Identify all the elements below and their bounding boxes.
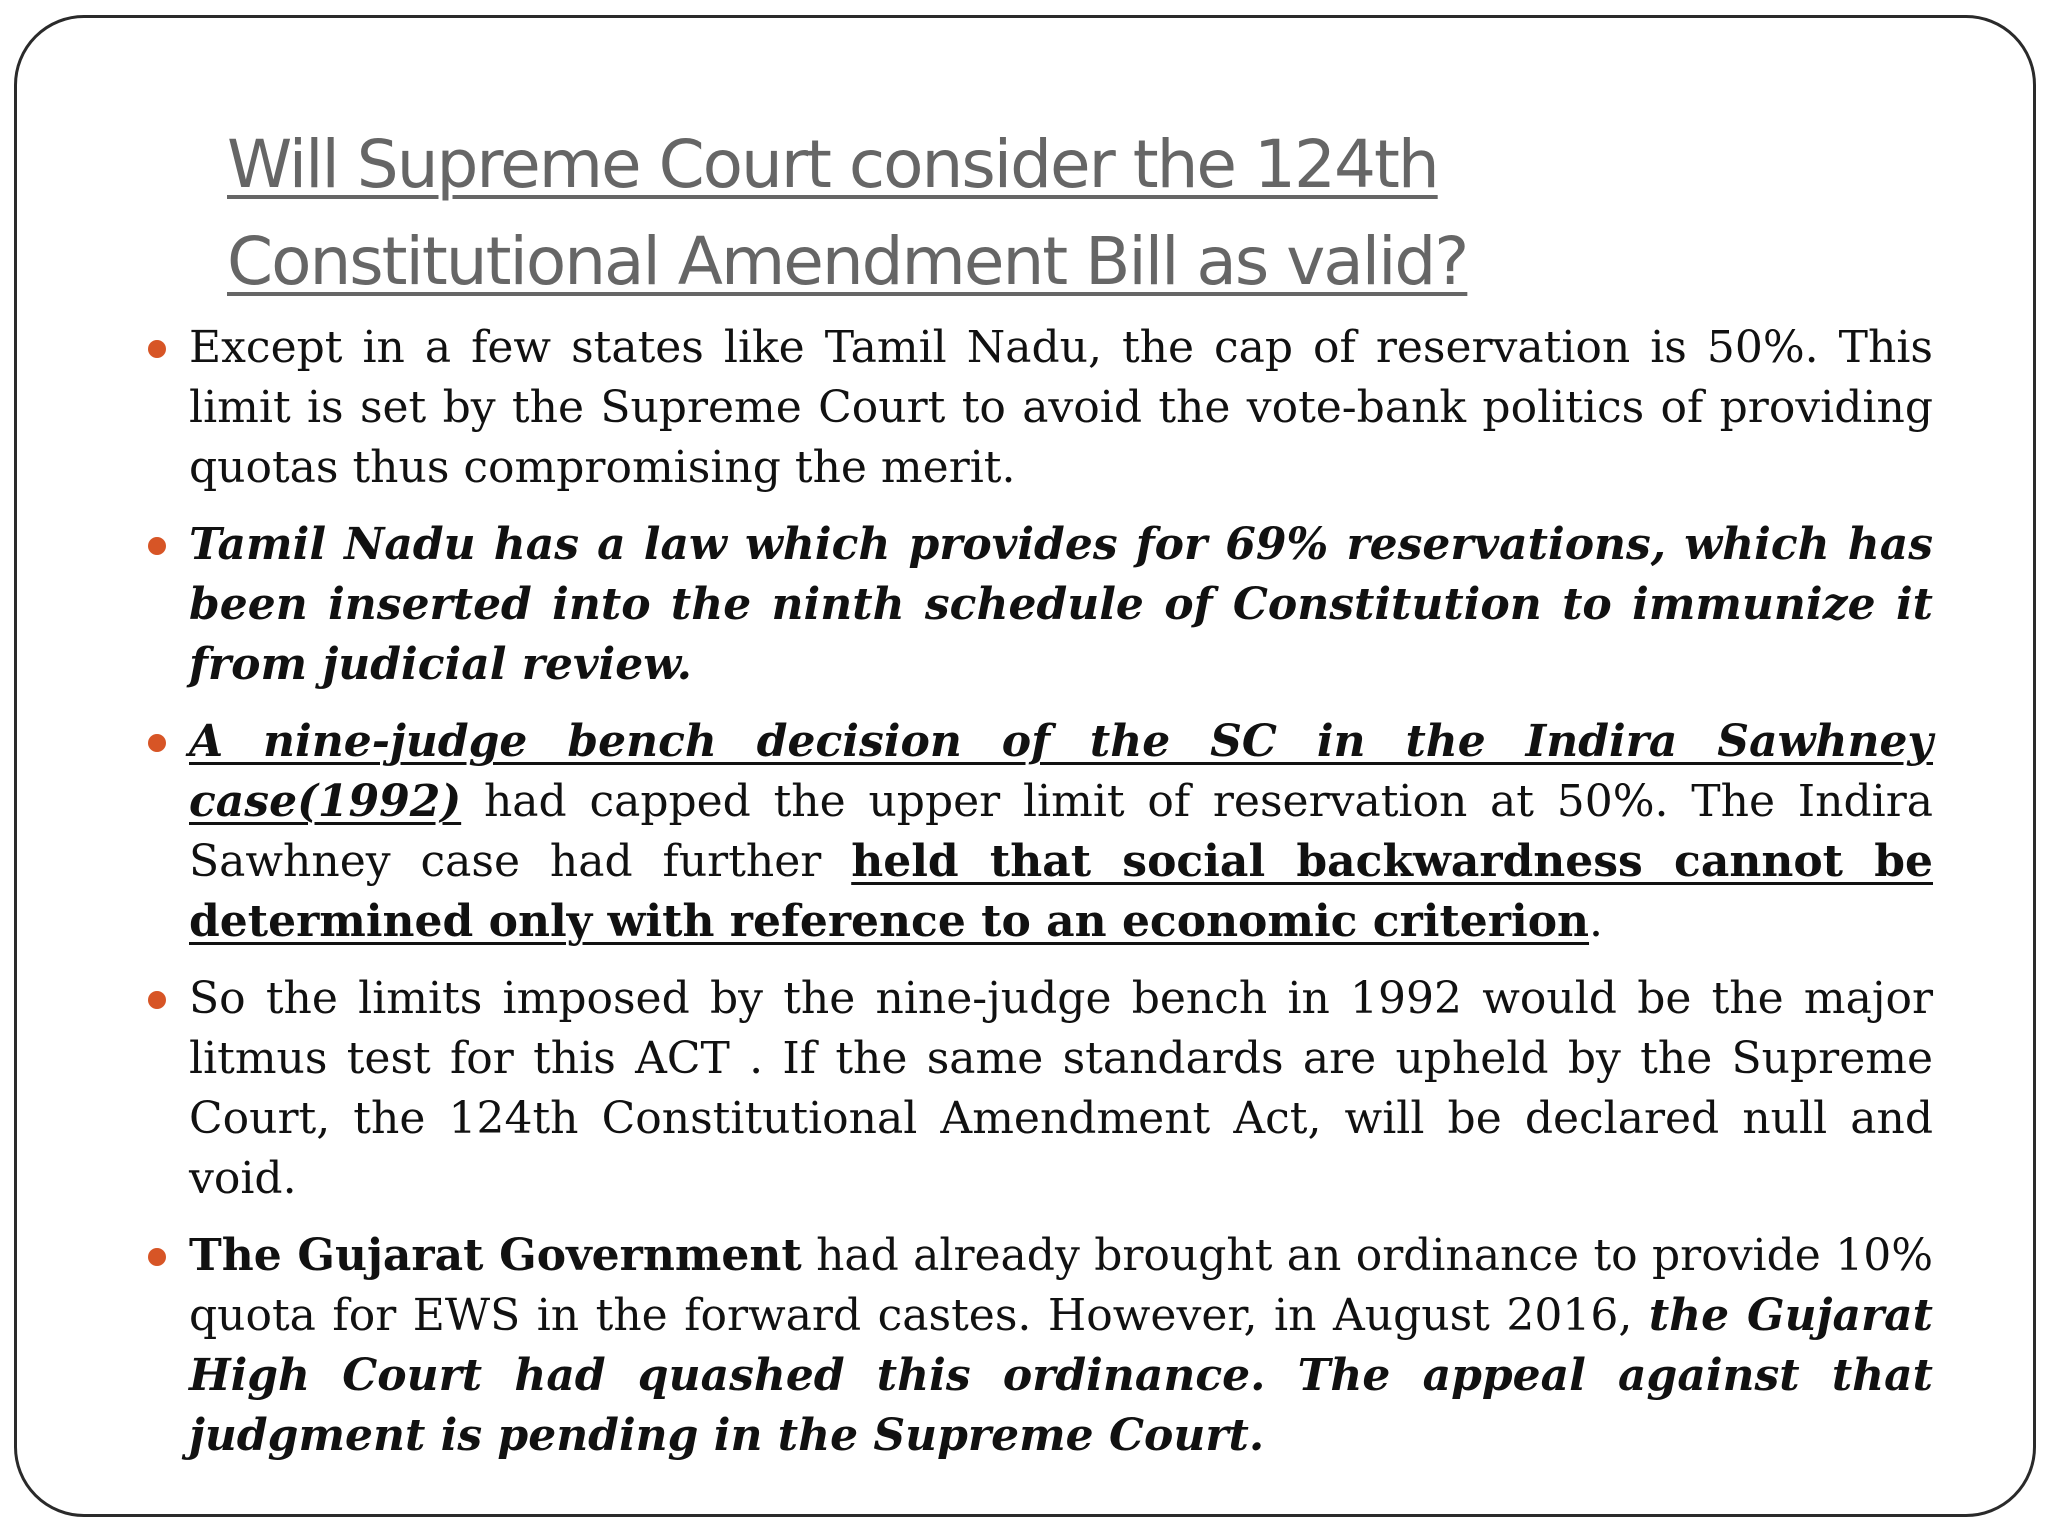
slide-frame [14, 15, 2036, 1517]
bullet-dot-icon [148, 340, 166, 358]
slide-title: Will Supreme Court consider the 124th Constitutional Amendment Bill as valid? [227, 126, 1468, 300]
bullet-dot-icon [148, 734, 166, 752]
bullet-text: Tamil Nadu has a law which provides for 69% reservations, which has been inserted into the ninth schedule of Constitution to immunize it from judicial review. [189, 519, 1933, 690]
bullet-text: had capped the upper limit of reservation at 50%. The Indira Sawhney case had further [189, 776, 1933, 887]
bullet-text: So the limits imposed by the nine-judge bench in 1992 would be the major litmus test for this ACT . If the same standards are upheld by the Supreme Court, the 124th Constitutional Amendment Act, will be declared null and void. [189, 973, 1933, 1204]
bullet-list [189, 318, 1933, 1483]
bullet-dot-icon [148, 1248, 166, 1266]
bullet-text-emphasis: A nine-judge bench decision of the SC in the Indira Sawhney case(1992) [189, 716, 1933, 827]
bullet-dot-icon [148, 537, 166, 555]
bullet-dot-icon [148, 991, 166, 1009]
bullet-item-5 [189, 1226, 1933, 1466]
bullet-text: . [1589, 896, 1604, 947]
bullet-item-4 [189, 969, 1933, 1209]
bullet-item-3 [189, 712, 1933, 952]
bullet-text-emphasis: held that social backwardness cannot be determined only with reference to an economic criterion [189, 836, 1933, 947]
bullet-item-2 [189, 515, 1933, 695]
bullet-text: had already brought an ordinance to provide 10% quota for EWS in the forward castes. However, in August 2016, [189, 1230, 1933, 1341]
bullet-text-emphasis: the Gujarat High Court had quashed this ordinance. The appeal against that judgment is pending in the Supreme Court. [189, 1290, 1934, 1461]
bullet-item-1 [189, 318, 1933, 498]
bullet-text: Except in a few states like Tamil Nadu, the cap of reservation is 50%. This limit is set by the Supreme Court to avoid the vote-bank politics of providing quotas thus compromising the merit. [189, 322, 1933, 493]
bullet-text-emphasis: The Gujarat Government [189, 1230, 802, 1281]
